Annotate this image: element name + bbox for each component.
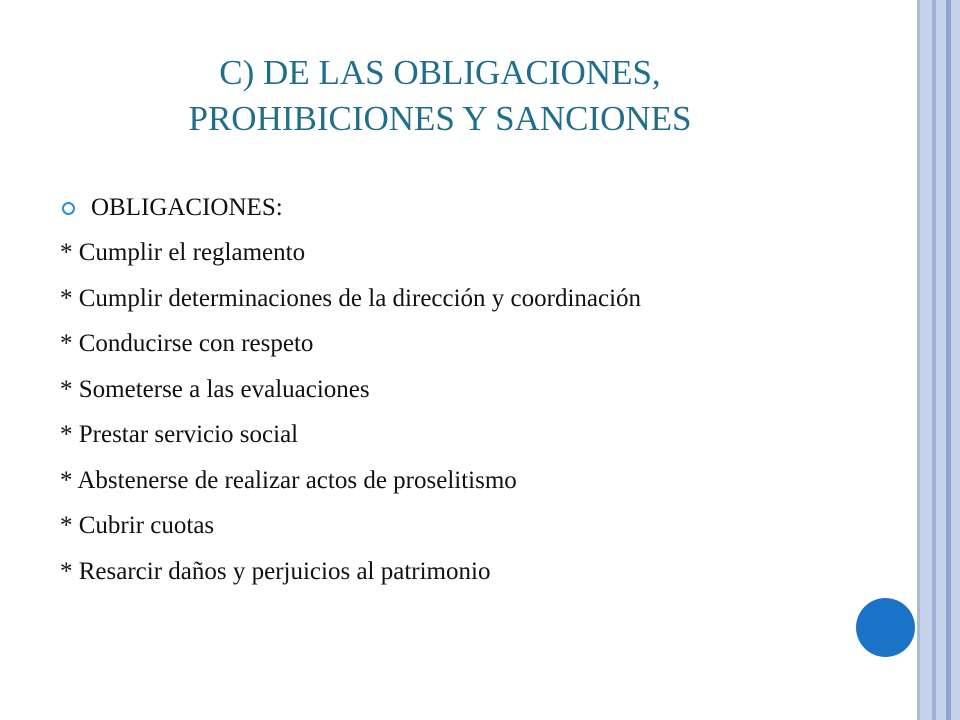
- obligations-heading-row: [60, 186, 900, 230]
- list-item: * Resarcir daños y perjuicios al patrimonio: [60, 557, 491, 585]
- list-item: * Someterse a las evaluaciones: [60, 375, 370, 403]
- border-stripe: [932, 0, 936, 720]
- list-item: * Cubrir cuotas: [60, 512, 215, 539]
- bullet-circle-icon: [62, 202, 75, 215]
- border-stripe: [946, 0, 951, 720]
- decorative-circle: [856, 598, 915, 657]
- list-item: * Abstenerse de realizar actos de proselitismo: [60, 466, 517, 494]
- list-item: * Cumplir el reglamento: [60, 239, 306, 266]
- title-line: C) DE LAS OBLIGACIONES,: [219, 53, 661, 92]
- obligations-heading: OBLIGACIONES:: [91, 194, 283, 221]
- slide-title: [60, 50, 820, 142]
- list-item: * Prestar servicio social: [60, 421, 299, 448]
- border-stripe: [920, 0, 960, 720]
- list-item: * Conducirse con respeto: [60, 330, 314, 357]
- title-line: PROHIBICIONES Y SANCIONES: [188, 99, 692, 138]
- slide-content: [60, 186, 900, 594]
- list-item: * Cumplir determinaciones de la dirección y coordinación: [60, 284, 642, 312]
